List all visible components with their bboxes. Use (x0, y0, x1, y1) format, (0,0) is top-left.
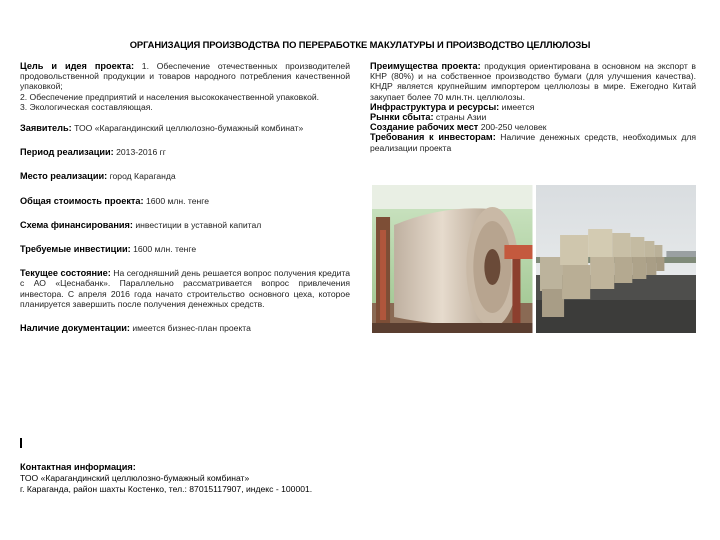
jobs-value: 200-250 человек (480, 122, 547, 133)
investment-section (20, 244, 350, 254)
location-value: город Караганда (109, 171, 176, 182)
contact-label: Контактная информация: (20, 462, 136, 472)
docs-section (20, 323, 350, 333)
total-cost-label: Общая стоимость проекта: (20, 195, 144, 206)
contact-address: г. Караганда, район шахты Костенко, тел.: 87015117907, индекс - 100001. (20, 484, 313, 494)
total-cost-section (20, 196, 350, 206)
page-title: ОРГАНИЗАЦИЯ ПРОИЗВОДСТВА ПО ПЕРЕРАБОТКЕ МАКУЛАТУРЫ И ПРОИЗВОДСТВО ЦЕЛЛЮЛОЗЫ (129, 39, 591, 50)
markets-label: Рынки сбыта: (370, 112, 434, 123)
period-section (20, 147, 350, 157)
right-column (370, 61, 696, 153)
investor-req-label: Требования к инвесторам: (370, 132, 496, 143)
status-label: Текущее состояние: (20, 268, 111, 279)
goal-line-3: 3. Экологическая составляющая. (20, 101, 153, 112)
docs-label: Наличие документации: (20, 323, 130, 334)
jobs-section (370, 122, 696, 132)
infrastructure-value: имеется (501, 101, 535, 112)
markets-value: страны Азии (435, 112, 487, 123)
infrastructure-label: Инфраструктура и ресурсы: (370, 101, 500, 112)
goal-line-2: 2. Обеспечение предприятий и населения высококачественной упаковкой. (20, 91, 320, 102)
status-value: На сегодняшний день решается вопрос получения кредита с АО «Цеснабанк». Параллельно рассматривается вопрос привлечения инвестора. С апреля 2016 года начато строительство основного цеха, которое планируется завершить после получения денежных средств. (20, 268, 350, 309)
period-label: Период реализации: (20, 147, 114, 158)
financing-section (20, 220, 350, 230)
investor-req-value: Наличие денежных средств, необходимых для реализации проекта (370, 132, 696, 153)
investment-value: 1600 млн. тенге (133, 244, 197, 255)
docs-value: имеется бизнес-план проекта (132, 323, 251, 334)
applicant-value: ТОО «Карагандинский целлюлозно-бумажный комбинат» (74, 123, 304, 134)
contact-org: ТОО «Карагандинский целлюлозно-бумажный комбинат» (20, 473, 250, 483)
period-value: 2013-2016 гг (116, 147, 166, 158)
financing-value: инвестиции в уставной капитал (135, 219, 262, 230)
paper-roll-photo (372, 185, 533, 333)
contact-section (20, 462, 580, 495)
text-cursor (20, 438, 22, 448)
applicant-label: Заявитель: (20, 123, 72, 134)
photo-row (372, 185, 696, 333)
location-label: Место реализации: (20, 171, 108, 182)
advantages-value: продукция ориентирована в основном на экспорт в КНР (80%) и на собственное производство бумаги (для улучшения качества). КНДР является крупнейшим импортером целлюлозы в мире. Ежегодно Китай закупает более 70 млн.тн. целлюлозы. (370, 61, 696, 102)
infrastructure-section (370, 102, 696, 112)
investment-label: Требуемые инвестиции: (20, 244, 131, 255)
left-column (20, 61, 350, 333)
goal-line-1: 1. Обеспечение отечественных производителей продовольственной продукции и товаров народного потребления качественной упаковкой; (20, 61, 351, 92)
goal-label: Цель и идея проекта: (20, 61, 135, 71)
total-cost-value: 1600 млн. тенге (145, 195, 210, 206)
location-section (20, 171, 350, 181)
waste-paper-bales-photo (536, 185, 697, 333)
investor-req-section (370, 132, 696, 152)
goal-section (20, 61, 350, 112)
financing-label: Схема финансирования: (20, 219, 133, 230)
status-section (20, 268, 350, 309)
jobs-label: Создание рабочих мест (370, 122, 479, 133)
markets-section (370, 112, 696, 122)
applicant-section (20, 123, 350, 133)
advantages-section (370, 61, 696, 102)
advantages-label: Преимущества проекта: (370, 61, 481, 71)
